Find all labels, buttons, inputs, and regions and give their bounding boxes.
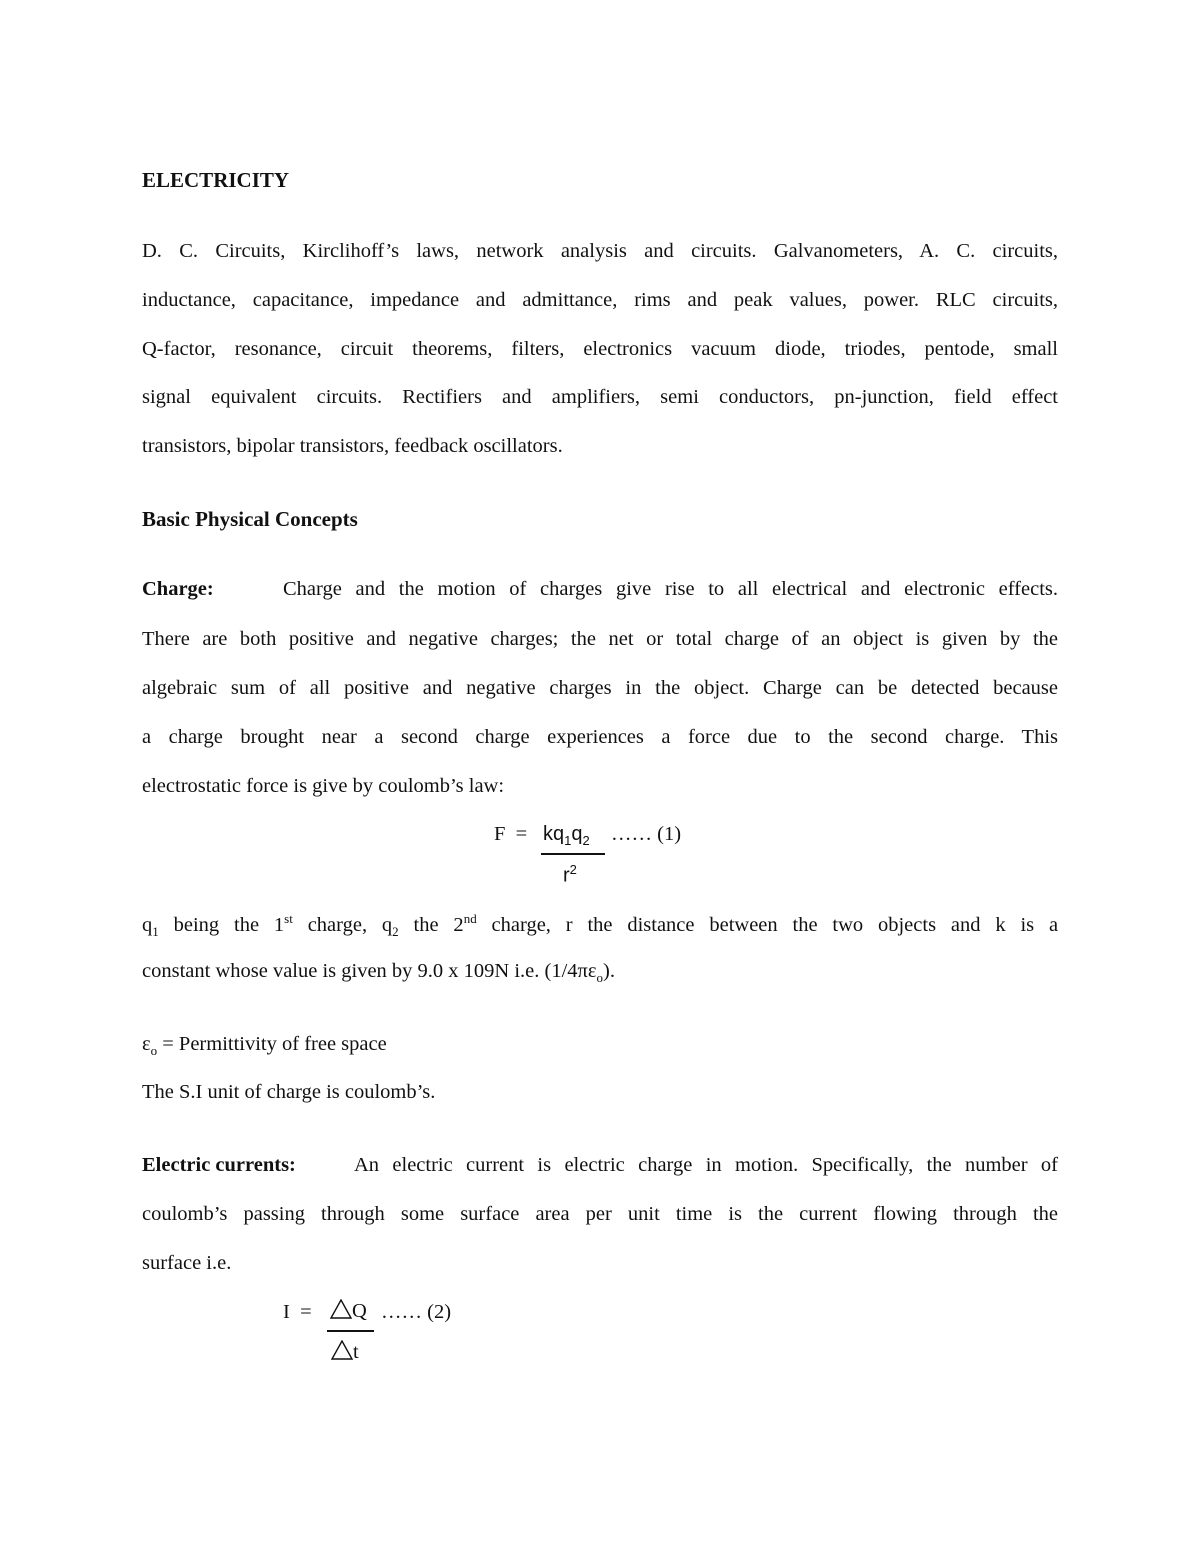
section-heading: Basic Physical Concepts xyxy=(142,507,358,531)
permittivity-definition: $\varepsilon_o$ = Permittivity of free space xyxy=(142,1033,387,1059)
current-first-line: An electric current is electric charge in motion. Specifically, the number of xyxy=(354,1154,1058,1176)
delta-triangle-icon xyxy=(330,1299,352,1319)
delta-triangle-icon xyxy=(331,1340,353,1360)
charge-definition-line-2: constant whose value is given by 9.0 x 109N i.e. $(1/4\pi\varepsilon_o)$. xyxy=(142,960,615,986)
syllabus-line-4: signal equivalent circuits. Rectifiers and amplifiers, semi conductors, pn-junction, field effect xyxy=(142,386,1058,408)
eq1-numerator: $kq_1q_2$ xyxy=(543,823,590,848)
eq2-denominator: t xyxy=(331,1340,359,1364)
syllabus-line-2: inductance, capacitance, impedance and admittance, rims and peak values, power. RLC circuits, xyxy=(142,289,1058,311)
charge-first-line: Charge and the motion of charges give rise to all electrical and electronic effects. xyxy=(283,578,1058,600)
current-label: Electric currents: xyxy=(142,1154,296,1176)
charge-definition-line-1: $q_1$ being the 1st charge, $q_2$ the 2nd charge, r the distance between the two objects and k is a xyxy=(142,911,1059,939)
charge-line-4: a charge brought near a second charge experiences a force due to the second charge. This xyxy=(142,726,1058,748)
si-unit-statement: The S.I unit of charge is coulomb’s. xyxy=(142,1081,436,1103)
charge-line-2: There are both positive and negative charges; the net or total charge of an object is given by the xyxy=(142,628,1058,650)
eq1-denominator: $r^2$ xyxy=(563,862,577,887)
charge-line-3: algebraic sum of all positive and negative charges in the object. Charge can be detected because xyxy=(142,677,1058,699)
current-line-2: coulomb’s passing through some surface area per unit time is the current flowing through the xyxy=(142,1203,1058,1225)
syllabus-line-1: D. C. Circuits, Kirclihoff’s laws, network analysis and circuits. Galvanometers, A. C. circuits, xyxy=(142,240,1058,262)
eq2-fraction-bar xyxy=(327,1330,374,1332)
eq2-lhs: I = xyxy=(283,1301,312,1323)
eq1-tag: …… (1) xyxy=(611,823,682,845)
eq1-lhs: F = xyxy=(494,823,528,845)
syllabus-line-5: transistors, bipolar transistors, feedback oscillators. xyxy=(142,435,563,457)
current-line-3: surface i.e. xyxy=(142,1252,232,1274)
eq1-fraction-bar xyxy=(541,853,605,855)
eq2-tag: …… (2) xyxy=(381,1301,452,1323)
eq2-numerator: Q xyxy=(330,1299,367,1323)
syllabus-line-3: Q-factor, resonance, circuit theorems, filters, electronics vacuum diode, triodes, pentode, small xyxy=(142,338,1058,360)
charge-label: Charge: xyxy=(142,578,214,600)
document-title: ELECTRICITY xyxy=(142,168,290,192)
charge-line-5: electrostatic force is give by coulomb’s law: xyxy=(142,775,505,797)
